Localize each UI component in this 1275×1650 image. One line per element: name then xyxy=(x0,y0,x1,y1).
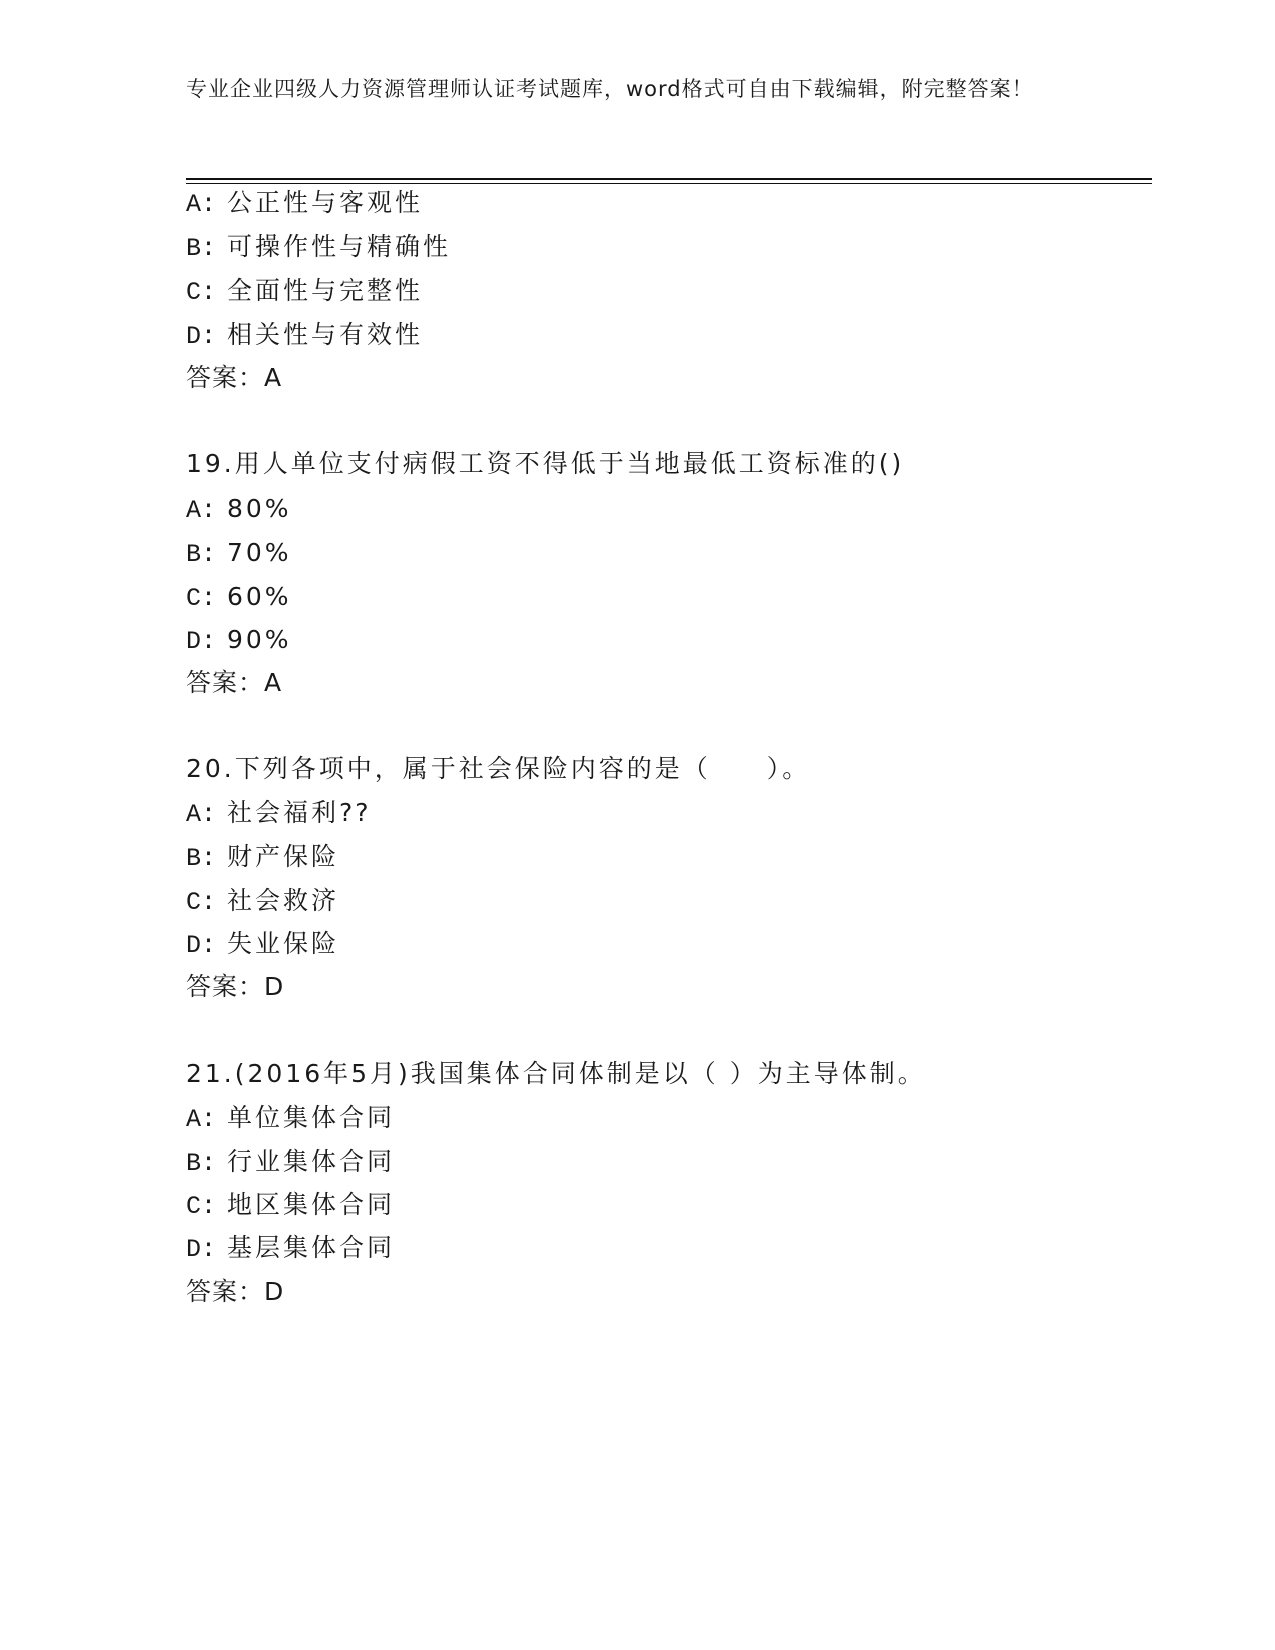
q18-answer: 答案：A xyxy=(186,363,283,392)
q19-answer: 答案：A xyxy=(186,668,283,697)
q21-answer: 答案：D xyxy=(186,1277,285,1306)
q20-option-b: B: 财产保险 xyxy=(186,842,339,873)
header-divider-thick xyxy=(186,178,1152,180)
q19-option-c: C: 60% xyxy=(186,582,292,613)
q19-option-a: A: 80% xyxy=(186,494,292,525)
q21-question: 21.(2016年5月)我国集体合同体制是以（ ）为主导体制。 xyxy=(186,1059,926,1088)
q18-option-b: B: 可操作性与精确性 xyxy=(186,232,451,263)
document-header: 专业企业四级人力资源管理师认证考试题库，word格式可自由下载编辑，附完整答案！ xyxy=(186,77,1034,101)
q20-question: 20.下列各项中，属于社会保险内容的是（ ）。 xyxy=(186,754,811,783)
q18-option-a: A: 公正性与客观性 xyxy=(186,188,423,219)
q21-option-b: B: 行业集体合同 xyxy=(186,1147,395,1178)
q20-answer: 答案：D xyxy=(186,972,285,1001)
q19-option-b: B: 70% xyxy=(186,538,292,569)
q18-option-d: D: 相关性与有效性 xyxy=(186,320,423,351)
q20-option-c: C: 社会救济 xyxy=(186,886,339,917)
q20-option-d: D: 失业保险 xyxy=(186,929,339,960)
q21-option-a: A: 单位集体合同 xyxy=(186,1103,395,1134)
q21-option-c: C: 地区集体合同 xyxy=(186,1190,395,1221)
q19-question: 19.用人单位支付病假工资不得低于当地最低工资标准的() xyxy=(186,449,905,478)
q20-option-a: A: 社会福利?? xyxy=(186,798,372,829)
q19-option-d: D: 90% xyxy=(186,625,292,656)
q18-option-c: C: 全面性与完整性 xyxy=(186,276,423,307)
q21-option-d: D: 基层集体合同 xyxy=(186,1233,395,1264)
header-divider-thin xyxy=(186,183,1152,184)
